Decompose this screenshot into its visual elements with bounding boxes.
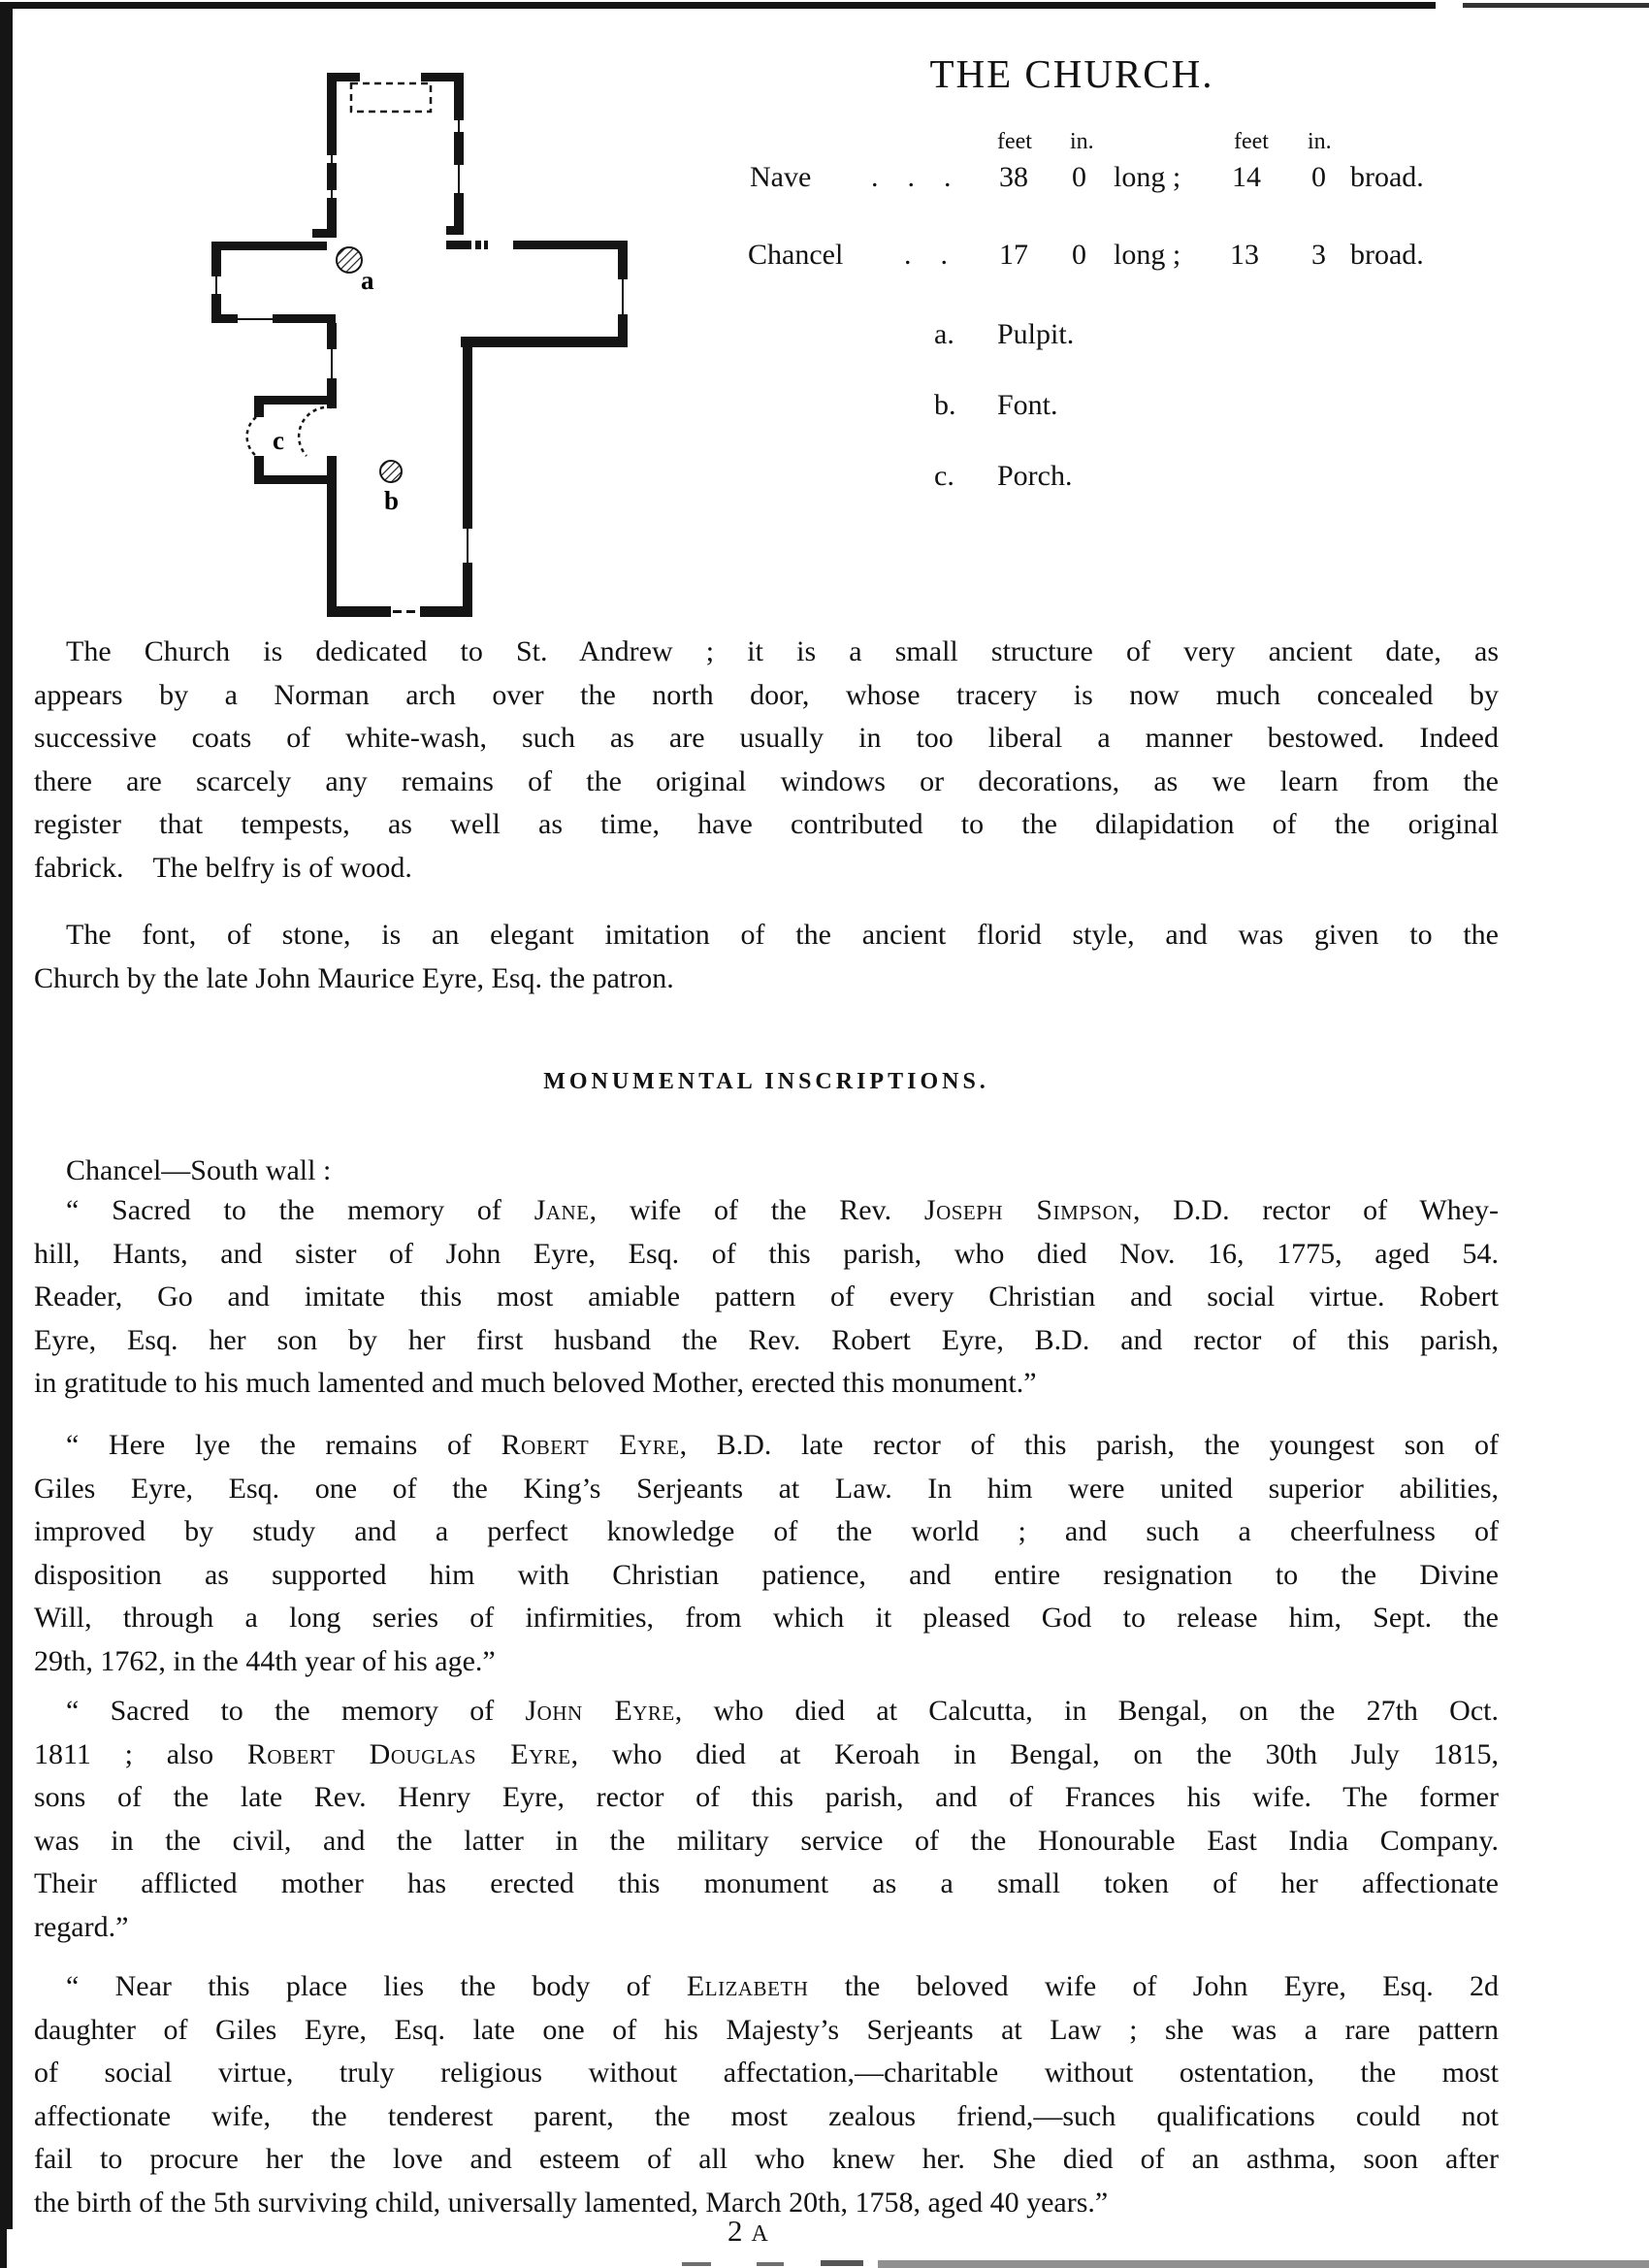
text-line: register that tempests, as well as time, have contributed to the dilapidation of the original: [34, 808, 1499, 840]
legend-key-a: a.: [934, 318, 954, 350]
pulpit-marker: [337, 247, 362, 273]
text-line: Will, through a long series of infirmities, from which it pleased God to release him, Sept. the: [34, 1602, 1499, 1634]
scan-edge-bottom-dash3: [821, 2260, 863, 2266]
plan-walls: [211, 73, 628, 617]
text-line: “ Near this place lies the body of Elizabeth the beloved wife of John Eyre, Esq. 2d: [66, 1970, 1499, 2002]
dim-row-chancel-label: Chancel: [748, 239, 844, 271]
text-line: appears by a Norman arch over the north door, whose tracery is now much concealed by: [34, 678, 1499, 711]
text-line: of social virtue, truly religious without affectation,—charitable without ostentation, the most: [34, 2057, 1499, 2089]
dim-row-chancel-broad: broad.: [1350, 239, 1424, 271]
dim-row-chancel-long: long ;: [1114, 239, 1181, 271]
scan-edge-bottom: [878, 2260, 1649, 2268]
text-line: was in the civil, and the latter in the military service of the Honourable East India Company.: [34, 1824, 1499, 1857]
text-line: The Church is dedicated to St. Andrew ; it is a small structure of very ancient date, as: [66, 635, 1499, 667]
dim-header-feet-2: feet: [1234, 129, 1269, 154]
text-line: 1811 ; also Robert Douglas Eyre, who died at Keroah in Bengal, on the 30th July 1815,: [34, 1737, 1499, 1770]
dim-row-chancel-in-broad: 3: [1311, 239, 1326, 271]
scan-edge-left-stub: [0, 2229, 7, 2268]
legend-key-b: b.: [934, 389, 956, 421]
text-line: hill, Hants, and sister of John Eyre, Esq. of this parish, who died Nov. 16, 1775, aged 54.: [34, 1237, 1499, 1270]
church-floor-plan: [0, 0, 679, 640]
text-line: Reader, Go and imitate this most amiable pattern of every Christian and social virtue. Robert: [34, 1280, 1499, 1312]
dim-row-nave-in-long: 0: [1072, 161, 1086, 193]
text-line: The font, of stone, is an elegant imitation of the ancient florid style, and was given to the: [66, 919, 1499, 951]
legend-label-font: Font.: [997, 389, 1058, 421]
dim-row-chancel-feet-broad: 13: [1230, 239, 1259, 271]
text-line: regard.”: [34, 1910, 129, 1943]
text-line: “ Here lye the remains of Robert Eyre, B.D. late rector of this parish, the youngest son of: [66, 1429, 1499, 1461]
text-line: improved by study and a perfect knowledge of the world ; and such a cheerfulness of: [34, 1515, 1499, 1547]
text-line: the birth of the 5th surviving child, universally lamented, March 20th, 1758, aged 40 years.”: [34, 2186, 1109, 2219]
text-line: sons of the late Rev. Henry Eyre, rector of this parish, and of Frances his wife. The former: [34, 1781, 1499, 1813]
text-line: in gratitude to his much lamented and much beloved Mother, erected this monument.”: [34, 1367, 1037, 1399]
text-line: there are scarcely any remains of the original windows or decorations, as we learn from the: [34, 764, 1499, 797]
plan-label-c: c: [273, 426, 284, 455]
inscription-jane-simpson: [34, 1189, 1499, 1406]
text-line: 29th, 1762, in the 44th year of his age.”: [34, 1644, 496, 1677]
text-line: affectionate wife, the tenderest parent, the most zealous friend,—such qualifications could not: [34, 2099, 1499, 2132]
dim-header-in-2: in.: [1308, 129, 1332, 154]
dim-row-nave-label: Nave: [750, 161, 812, 193]
scan-edge-bottom-dash1: [682, 2262, 711, 2266]
dim-header-in-1: in.: [1070, 129, 1094, 154]
plan-label-a: a: [361, 266, 374, 295]
text-line: “ Sacred to the memory of John Eyre, who died at Calcutta, in Bengal, on the 27th Oct.: [66, 1695, 1499, 1727]
text-line: Eyre, Esq. her son by her first husband the Rev. Robert Eyre, B.D. and rector of this parish,: [34, 1323, 1499, 1356]
scan-edge-bottom-dash2: [757, 2262, 784, 2266]
legend-label-pulpit: Pulpit.: [997, 318, 1075, 350]
dim-row-nave-feet-broad: 14: [1232, 161, 1261, 193]
dim-row-nave-long: long ;: [1114, 161, 1181, 193]
text-line: daughter of Giles Eyre, Esq. late one of his Majesty’s Serjeants at Law ; she was a rare pattern: [34, 2013, 1499, 2046]
altar-dashed-rect: [351, 83, 431, 112]
porch-outer-door-arc: [247, 417, 256, 456]
inscription-robert-eyre: [34, 1424, 1499, 1683]
font-marker: [380, 461, 402, 482]
text-line: Church by the late John Maurice Eyre, Esq. the patron.: [34, 961, 674, 994]
scan-edge-top-right: [1463, 3, 1649, 8]
text-line: Giles Eyre, Esq. one of the King’s Serjeants at Law. In him were united superior abilities,: [34, 1472, 1499, 1505]
text-line: Their afflicted mother has erected this monument as a small token of her affectionate: [34, 1867, 1499, 1899]
text-line: successive coats of white-wash, such as are usually in too liberal a manner bestowed. Indeed: [34, 722, 1499, 754]
location-line: Chancel—South wall :: [66, 1154, 332, 1186]
dim-header-feet-1: feet: [997, 129, 1032, 154]
text-line: “ Sacred to the memory of Jane, wife of the Rev. Joseph Simpson, D.D. rector of Whey-: [66, 1194, 1499, 1226]
porch-inner-door-arc: [299, 407, 332, 456]
dim-row-nave-dots: . . .: [871, 161, 952, 193]
section-heading-monumental-inscriptions: MONUMENTAL INSCRIPTIONS.: [543, 1069, 989, 1094]
legend-key-c: c.: [934, 460, 954, 492]
text-line: fail to procure her the love and esteem of all who knew her. She died of an asthma, soon after: [34, 2143, 1499, 2175]
signature-mark: [728, 2214, 768, 2249]
dim-row-chancel-dots: . .: [904, 239, 948, 271]
text-line: disposition as supported him with Christian patience, and entire resignation to the Divine: [34, 1558, 1499, 1591]
dim-row-nave-in-broad: 0: [1311, 161, 1326, 193]
inscription-elizabeth-eyre: [34, 1965, 1499, 2224]
dim-row-nave-broad: broad.: [1350, 161, 1424, 193]
dim-row-chancel-in-long: 0: [1072, 239, 1086, 271]
signature-letter: A: [751, 2221, 768, 2247]
dim-row-chancel-feet-long: 17: [999, 239, 1028, 271]
signature-number: 2: [728, 2214, 743, 2248]
plan-label-b: b: [384, 486, 400, 515]
legend-label-porch: Porch.: [997, 460, 1073, 492]
text-line: fabrick. The belfry is of wood.: [34, 851, 412, 884]
paragraph-church-description: [34, 631, 1499, 890]
inscription-john-eyre-sons: [34, 1690, 1499, 1949]
page-title: THE CHURCH.: [929, 51, 1214, 96]
paragraph-font-description: [34, 914, 1499, 1000]
dim-row-nave-feet-long: 38: [999, 161, 1028, 193]
